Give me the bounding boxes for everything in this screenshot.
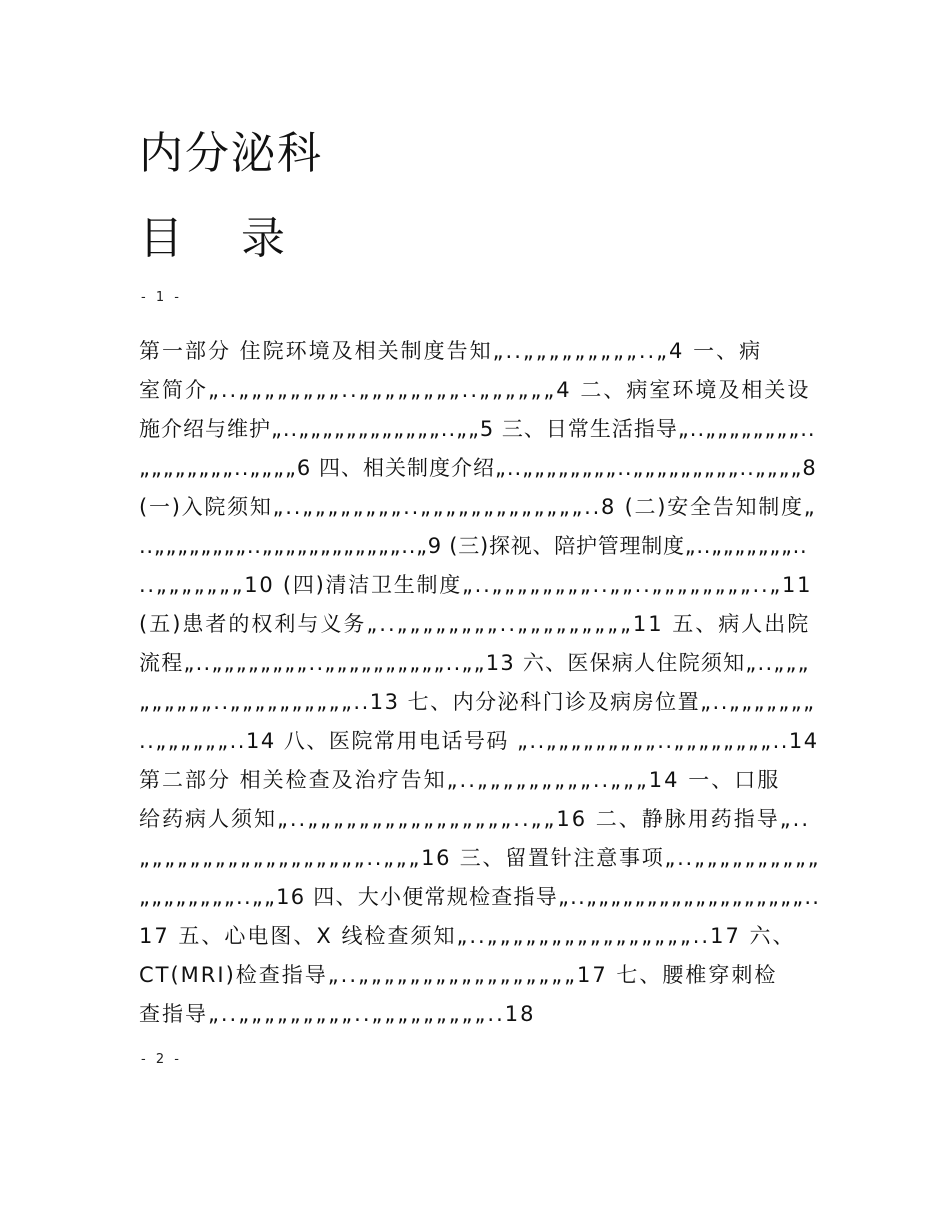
toc-line: 查指导„..„„„„„„„„„..„„„„„„„„„..18: [139, 1002, 536, 1026]
toc-line: 室简介„..„„„„„„„„..„„„„„„„„..„„„„„„4 二、病室环境及相关设: [139, 378, 811, 402]
toc-line: 给药病人须知„..„„„„„„„„„„„„„„„„..„„16 二、静脉用药指导„..: [139, 807, 811, 831]
toc-line: „„„„„„„„..„„„„6 四、相关制度介绍„..„„„„„„„„..„„„„„„„„„..„„„„8: [139, 456, 817, 480]
toc-line: ..„„„„„„„„..„„„„„„„„„„„„..„9 (三)探视、陪护管理制度„..„„„„„„„..: [139, 534, 808, 558]
toc-line: 流程„..„„„„„„„„..„„„„„„„„„„..„„13 六、医保病人住院须知„..„„„: [139, 651, 810, 675]
toc-line: „„„„„„„„..„„16 四、大小便常规检查指导„..„„„„„„„„„„„„„„„„„„..: [139, 885, 821, 909]
toc-line: ..„„„„„„„10 (四)清洁卫生制度„..„„„„„„„„..„„..„„„„„„„„..„11: [139, 573, 813, 597]
toc-line: CT(MRI)检查指导„..„„„„„„„„„„„„„„„„„17 七、腰椎穿刺检: [139, 963, 778, 987]
toc-line: (五)患者的权利与义务„..„„„„„„„„..„„„„„„„„„11 五、病人出院: [139, 612, 811, 636]
toc-line: 17 五、心电图、X 线检查须知„..„„„„„„„„„„„„„„„„..17 六、: [139, 924, 796, 948]
toc-line: 第一部分 住院环境及相关制度告知„..„„„„„„„„„..„4 一、病: [139, 339, 763, 363]
toc-line: „„„„„„„„„„„„„„„„„„..„„„16 三、留置针注意事项„..„„„„„„„„„„: [139, 846, 821, 870]
toc-line: (一)入院须知„..„„„„„„„„..„„„„„„„„„„„„„..8 (二)安全告知制度„: [139, 495, 817, 519]
department-title: 内分泌科: [139, 128, 323, 179]
toc-heading: 目 录: [139, 213, 307, 264]
toc-line: 第二部分 相关检查及治疗告知„..„„„„„„„„„..„„„14 一、口服: [139, 768, 781, 792]
page-number: - 2 -: [141, 1052, 182, 1067]
page-number: - 1 -: [141, 290, 182, 305]
toc-line: ..„„„„„„..14 八、医院常用电话号码 „..„„„„„„„„„..„„„„„„„„..14: [139, 729, 819, 753]
toc-line: „„„„„„..„„„„„„„„„„..13 七、内分泌科门诊及病房位置„..„„„„„„„: [139, 690, 816, 714]
toc-line: 施介绍与维护„..„„„„„„„„„„„„..„„5 三、日常生活指导„..„„„„„„„„..: [139, 417, 816, 441]
